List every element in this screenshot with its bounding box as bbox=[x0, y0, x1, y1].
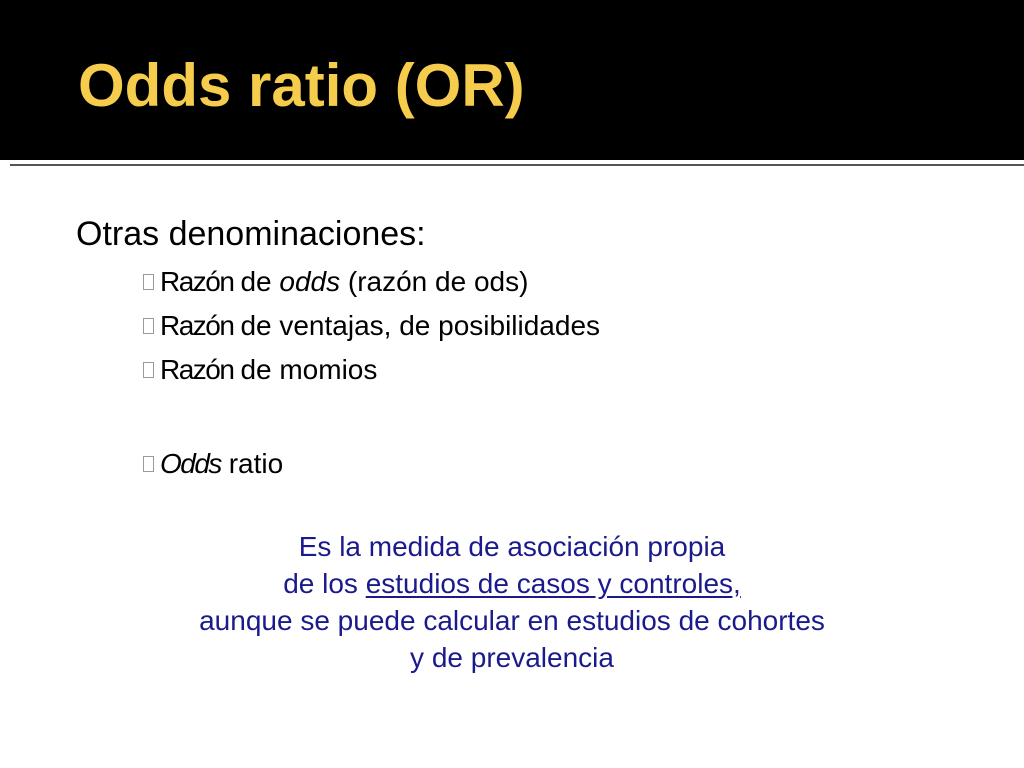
definition-line-2 bbox=[0, 565, 1024, 602]
bullet-item-razon-de-momios bbox=[143, 352, 377, 388]
definition-line-1: Es la medida de asociación propia bbox=[298, 531, 726, 562]
bullet-box-icon bbox=[143, 274, 154, 290]
definition-text bbox=[0, 528, 1024, 676]
bullet-box-icon bbox=[143, 318, 154, 334]
slide-title: Odds ratio (OR) bbox=[78, 52, 525, 119]
bullet-text: de bbox=[240, 266, 280, 297]
bullet-box-icon bbox=[143, 362, 154, 378]
section-heading: Otras denominaciones: bbox=[76, 215, 426, 253]
definition-line-3: aunque se puede calcular en estudios de cohortes bbox=[199, 605, 825, 636]
bullet-item-razon-de-odds bbox=[143, 264, 528, 300]
bullet-lead: Razón bbox=[160, 310, 234, 341]
bullet-text: de momios bbox=[240, 354, 378, 385]
bullet-item-odds-ratio bbox=[143, 446, 283, 482]
bullet-emphasis: odds bbox=[279, 266, 341, 297]
bullet-item-razon-de-ventajas bbox=[143, 308, 600, 344]
bullet-text: de ventajas, de posibilidades bbox=[240, 310, 601, 341]
bullet-lead: Razón bbox=[160, 266, 234, 297]
bullet-box-icon bbox=[143, 456, 154, 472]
definition-line-4: y de prevalencia bbox=[410, 642, 614, 673]
study-type-underlined: estudios de casos y controles, bbox=[365, 568, 741, 599]
bullet-text-tail: (razón de ods) bbox=[340, 266, 529, 297]
bullet-emphasis: Odds bbox=[160, 448, 221, 479]
bullet-lead: Razón bbox=[160, 354, 234, 385]
title-divider bbox=[10, 164, 1024, 166]
title-bar bbox=[0, 0, 1024, 160]
bullet-text-tail: ratio bbox=[220, 448, 284, 479]
definition-line-2-start: de los bbox=[283, 568, 366, 599]
